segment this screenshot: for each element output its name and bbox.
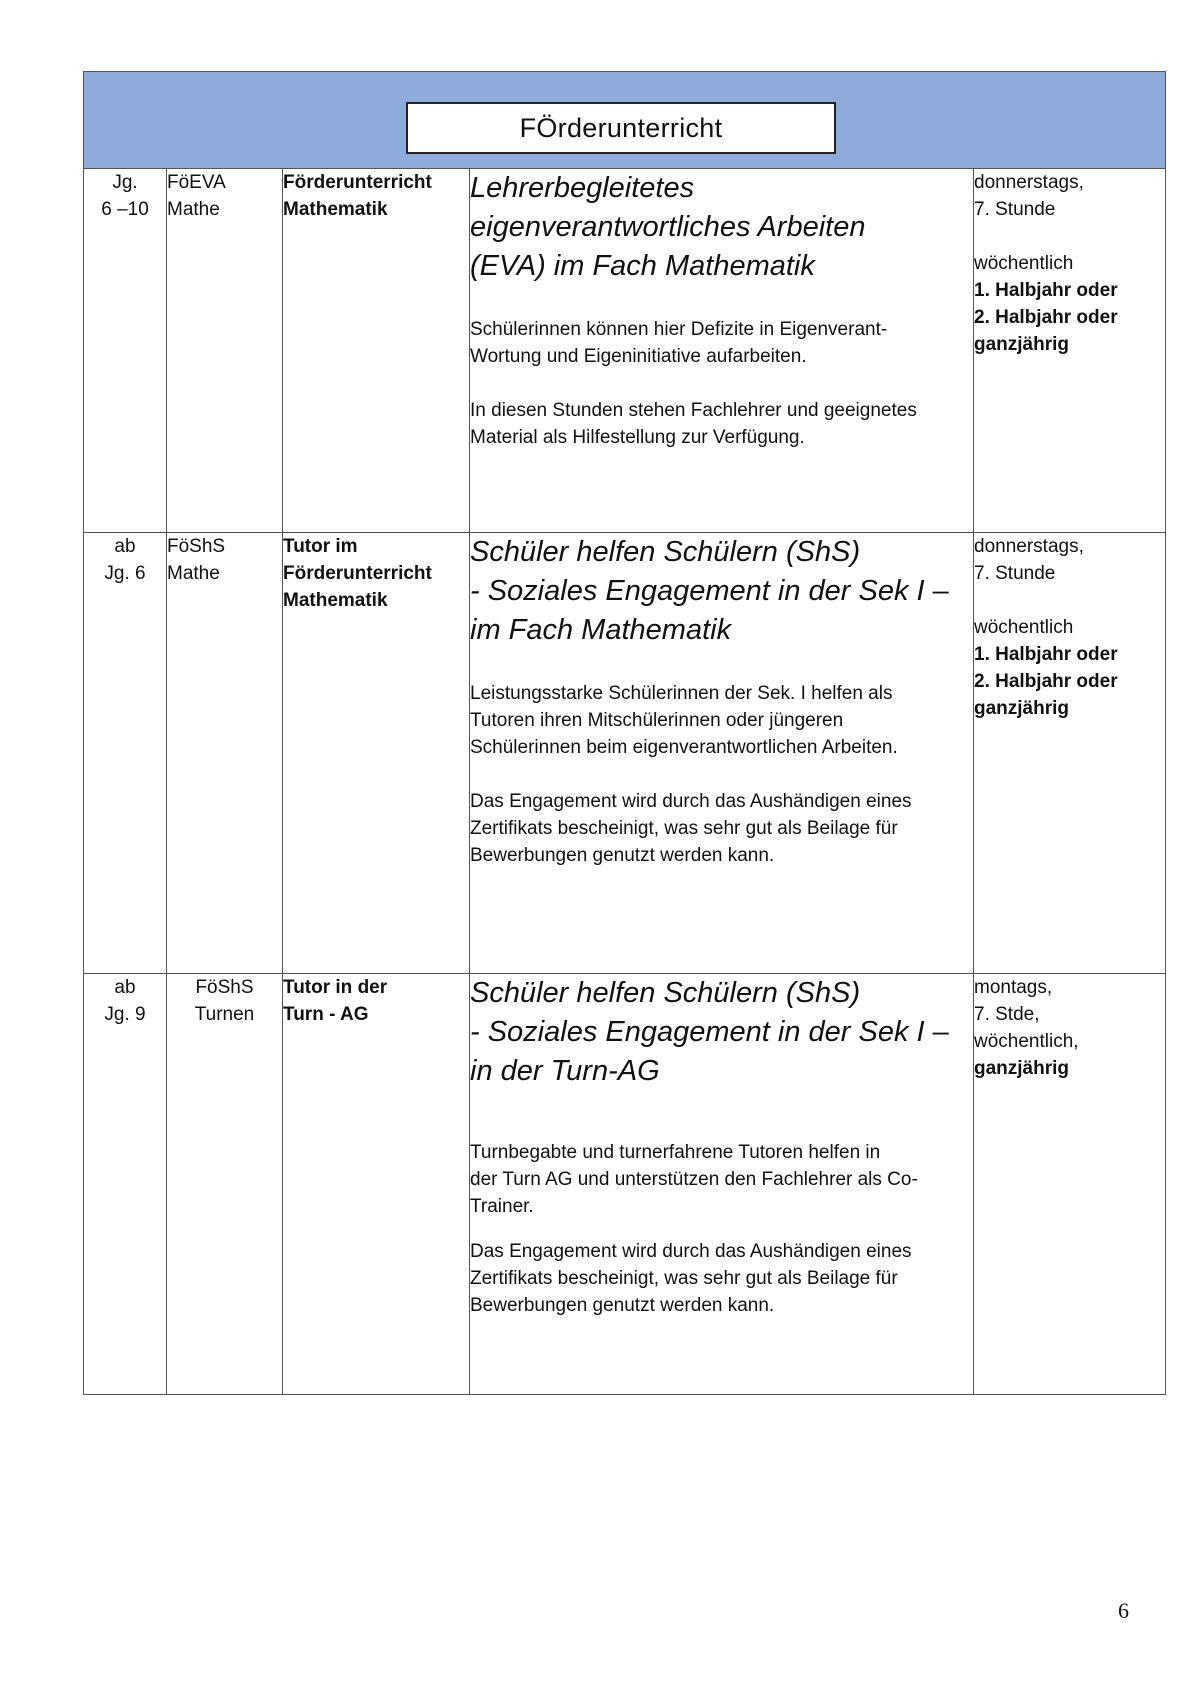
schedule-cell: montags, 7. Stde, wöchentlich, ganzjährig — [974, 974, 1166, 1395]
description-cell — [470, 974, 974, 1395]
grade-cell: ab Jg. 6 — [84, 533, 167, 974]
description-cell — [470, 533, 974, 974]
header-row — [84, 72, 1166, 169]
course-code-cell: FöEVA Mathe — [167, 169, 283, 533]
schedule-cell: donnerstags, 7. Stunde wöchentlich 1. Halbjahr oder 2. Halbjahr oder ganzjährig — [974, 169, 1166, 533]
description-paragraph: Turnbegabte und turnerfahrene Tutoren helfen in der Turn AG und unterstützen den Fachlehrer als Co- Trainer. — [470, 1142, 918, 1217]
description-paragraph: Leistungsstarke Schülerinnen der Sek. I helfen als Tutoren ihren Mitschülerinnen oder jüngeren Schülerinnen beim eigenverantwortlichen Arbeiten. — [470, 683, 898, 758]
grade-cell: ab Jg. 9 — [84, 974, 167, 1395]
table-row — [84, 169, 1166, 533]
description-paragraph: Das Engagement wird durch das Aushändigen eines Zertifikats bescheinigt, was sehr gut als Beilage für Bewerbungen genutzt werden kann. — [470, 791, 912, 866]
course-table — [83, 71, 1166, 1395]
table-row — [84, 533, 1166, 974]
course-title: Schüler helfen Schülern (ShS) - Soziales Engagement in der Sek I – im Fach Mathematik — [470, 536, 949, 646]
course-name-cell: Tutor im Förderunterricht Mathematik — [283, 533, 470, 974]
schedule-cell: donnerstags, 7. Stunde wöchentlich 1. Halbjahr oder 2. Halbjahr oder ganzjährig — [974, 533, 1166, 974]
course-title: Lehrerbegleitetes eigenverantwortliches Arbeiten (EVA) im Fach Mathematik — [470, 172, 866, 282]
course-code-cell: FöShS Turnen — [167, 974, 283, 1395]
header-cell — [84, 72, 1166, 169]
course-code-cell: FöShS Mathe — [167, 533, 283, 974]
course-name-cell: Tutor in der Turn - AG — [283, 974, 470, 1395]
table-row — [84, 974, 1166, 1395]
grade-cell: Jg. 6 –10 — [84, 169, 167, 533]
course-name-cell: Förderunterricht Mathematik — [283, 169, 470, 533]
description-paragraph: In diesen Stunden stehen Fachlehrer und geeignetes Material als Hilfestellung zur Verfügung. — [470, 400, 917, 448]
page-number: 6 — [1118, 1598, 1129, 1623]
description-paragraph: Das Engagement wird durch das Aushändigen eines Zertifikats bescheinigt, was sehr gut als Beilage für Bewerbungen genutzt werden kann. — [470, 1241, 912, 1316]
description-cell — [470, 169, 974, 533]
section-title: FÖrderunterricht — [406, 102, 836, 154]
description-paragraph: Schülerinnen können hier Defizite in Eigenverant- Wortung und Eigeninitiative aufarbeiten. — [470, 319, 888, 367]
course-title: Schüler helfen Schülern (ShS) - Soziales Engagement in der Sek I – in der Turn-AG — [470, 977, 949, 1087]
